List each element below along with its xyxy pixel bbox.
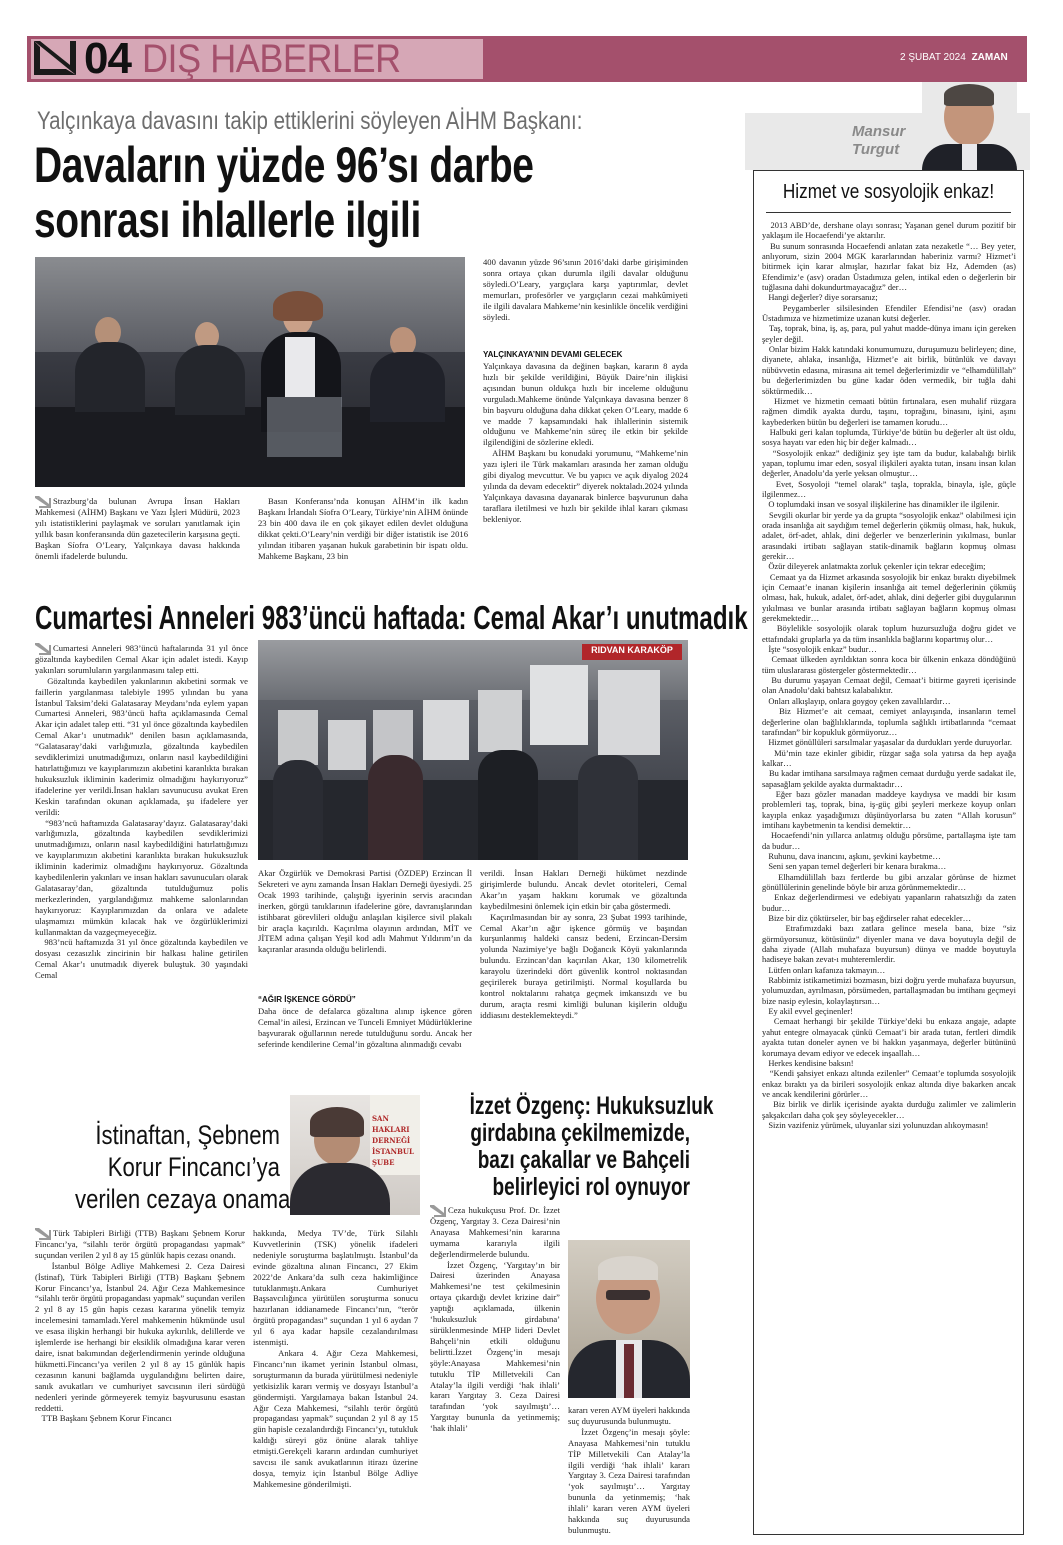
column-text: 2013 ABD’de, dershane olayı sonrası; Yaşanan genel durum pozitif bir yaklaşım ile Hocaefendi’ye aktarılır. Bu sunum sonrasında Hocaefendi anlatan zata nezaketle “… Bey yeter, anlıyorum, sizin 2004 MGK kararlarından haberiniz varmı? Hizmet’i bitirmek için karar almışlar, hazırlar fakat biz Hz, Ademden (as) Efendimiz’e (asv) oradan Üstadımıza gelen, intikal eden o değerlerin bir tuğlasına dahi dokundurtmayacağız” der… Hangi değerler? diye sorarsanız; Peygamberler silsilesinden Efendiler Efendisi’ne (asv) oradan Üstadımıza ve hizmetimize uzanan kutsi değerler. Taş, toprak, bina, iş, aş, para, pul yahut madde-dünya imanı için gereken şeyler değil. Onlar bizim Hakk katındaki konumumuzu, duruşumuzu belirleyen; dine, diyanete, ahlaka, insanlığa, Hizmet’e ait birlik, bütünlük ve davayı nübüvvetin edasına, mirasına ait temel değerlerimizdir ve “elhamdülillah” bu değerlerimizden bu güne kadar öden vermedik, bir tuğla dahi söktürmedik… Hizmet ve hizmetin cemaati bütün fırtınalara, esen muhalif rüzgara rağmen dimdik ayakta durdu, taşını, toprağını, binasını, işini, aşını kaybederken bütün bu değerleri ise tamamen korudu… Halbuki geri kalan toplumda, Türkiye’de bütün bu değerler alt üst oldu, sosya hayatı var eden hiç bir değer kalmadı… “Sosyolojik enkaz” dediğiniz şey işte tam da budur, kalabalığı birlik yapan, toplumu imar eden, sosyal ilişkileri ayakta tutan, insanı insan kılan değerler, Anadolu’da yerle yeksan olmuştur… Evet, Sosyoloji “temel olarak” taşla, toprakla, binayla, işle, güçle ilgilenmez… O toplumdaki insan ve sosyal ilişkilerine has dinamikler ile ilgilenir. Sevgili okurlar bir yerde ya da grupta “sosyolojik enkaz” olabilmesi için orada insanlığa ait saydığım temel değerlerin çökmüş olması, hak, hukuk, adalet, örf-adet, ahlak, dini değerler ve benzerlerinin yıkılması, bunlar arasındaki irtibatı sağlayan statik-dinamik bağların kopmuş olması gerekir… Özür dileyerek anlatmakta zorluk çekenler için tekrar edeceğim; Cemaat ya da Hizmet arkasında sosyolojik bir enkaz bıraktı diyebilmek için Cemaat’e inanan kişilerin insanlığa ait temel değerlerinin çökmüş olması, hak, hukuk, adalet, örf-adet, ahlak, dini değerler gibi duygularının yıkılması ve bunlar arasında irtibatı sağlayan bağların kopmuş olması gerekmektedir… Böylelikle sosyolojik olarak toplum huzursuzluğa doğru gidet ve ettafındaki gruplarla ya da tüm insanlıkla bağlarını kopartmış olur… İşte “sosyolojik enkaz” budur… Cemaat ülkeden ayrıldıktan sonra koca bir ülkenin enkaza döndüğünü tüm uluslararası göstergeler göstermektedir… Bu durumu yaşayan Cemaat değil, Cemaat’i bitirme gayreti içerisinde olan Anadolu’daki bahtsız kalabalıktır. Onları alkışlayıp, onlara goygoy çeken zavallılardır… Biz Hizmet’e ait cemaat, cemiyet anlayışında, insanların temel değerlerine olan bağlılıklarında, toplumla sağlıklı irtibatlarında “cemaat tarafından” bir kopukluk görmüyoruz… Hizmet gönüllüleri sarsılmalar yaşasalar da durdukları yerde duruyorlar. Mü’min taze ekinler gibidir, rüzgar sağa sola yatırsa da hep ayağa kalkar… Bu kadar imtihana sarsılmaya rağmen cemaat durduğu yerde sadakat ile, sapasağlam şekilde ayakta durmaktadır… Eğer bazı gözler manadan maddeye kaydıysa ve maddi bir kısım problemleri taş, toprak, bina, iş-güç gibi şeyleri merkeze koyup onları kayıpla enkaz yaşadığımızı düşünüyorlarsa bu zaten “Allah korusun” imtihanı kaybetmenin ta kendisi demektir… Hocaefendi’nin yıllarca anlatmış olduğu pörsüme, partallaşma işte tam da budur… Ruhunu, dava inancını, aşkını, şevkini kaybetme… Seni sen yapan temel değerleri bir kenara bırakma… Elhamdülillah bazı fertlerde bu gibi arızalar görünse de hizmet gönüllülerinin genelinde böyle bir arıza görünmemektedir… Enkaz değerlendirmesi ve edebiyatı yapanların rahatsızlığı da zaten budur… Bize bir diz çöktürseler, bir baş eğdirseler rahat edecekler… Etrafımızdaki bazı zatlara gelince mesela bana, bize “siz görmüyorsunuz, kötüsünüz” diyenler mana ve dava boyutuyla değil de daha ziyade (Allah muhafaza buyursun) dünya ve madde boyutuyla hadiseye bakan zevat-ı muhteremlerdir. Lütfen onları kafanıza takmayın… Rabbimiz istikametimizi bozmasın, bizi doğru yerde muhafaza buyursun, yolumuzdan, ayrılmasın, pörsümeden, partallaşmadan bu imtihanı geçmeyi bize nasip eylesin, kolaylaştırsın… Ey akil evvel geçinenler! Cemaat herhangi bir şekilde Türkiye’deki bu enkaza angaje, adapte yahut entegre olmayacak çünkü Cemaat’i bir arada tutan, fertleri dimdik ayakta tutan doneler aynen ve bi hakkın yaşanmaya, değerler bütününü korumaya devam ediyor ve edecek inşaallah… Herkes kendisine baksın! “Kendi şahsiyet enkazı altında ezilenler” Cemaat’e toplumda sosyolojik enkaz bıraktı ya da birileri sosyolojik enkaz altında diye bakarken ancak ve ancak kendilerini görürler… Biz birlik ve dirlik içerisinde ayakta durduğu zalimler ve zalimlerin şakşakcıları daha çok şey söyleyecekler… Sizin vazifeniz yürümek, uluyanlar sizi yolunuzdan alıkoymasın!: [762, 220, 1017, 1130]
lead-right-col2: Yalçınkaya davasına da değinen başkan, kararın 8 ayda hızlı bir şekilde verildiğini, Büyük Daire’nin ilişkisi açısından bunun oldukça hızlı bir inceleme olduğunu vurguladı.Mahkeme önünde Yalçınkaya davasına benzer 8 bin başvuru olduğuna daha dikkat çeken O’Leary, madde 6 ve madde 7 kapsamındaki hak ihlallerinin sistemik olduğunu ve Mahkeme’nin süreç ile etkin bir şekilde ilgilendiğini de sözlerine ekledi. AİHM Başkanı bu konudaki yorumunu, “Mahkeme’nin yazı işleri ile Türk makamları arasında her zaman olduğu gibi diyalog mevcuttur. Ve bu yapıcı ve açık diyalog 2024 yılında da devam edecektir” diyerek noktaladı.2024 yılında Yalçınkaya davasına dayanarak binlerce başvurunun daha taraflara iletilmesi ve hızlı bir şekilde ihlal kararı çıkması bekleniyor.: [483, 361, 688, 524]
fincanci-photo: [290, 1095, 420, 1215]
page-number: 04: [84, 34, 131, 83]
cumartesi-title: Cumartesi Anneleri 983’üncü haftada: Cemal Akar’ı unutmadık: [35, 599, 748, 636]
court-photo: [35, 257, 465, 487]
arrow-icon: [32, 39, 82, 79]
lead-title-line1: Davaların yüzde 96’sı darbe: [34, 137, 534, 193]
section-title: DIŞ HABERLER: [142, 37, 401, 81]
izzet-col1: Ceza hukukçusu Prof. Dr. İzzet Özgenç, Yargıtay 3. Ceza Dairesi’nin Anayasa Mahkemesi’nin kararına uymama kararıyla ilgili değerlendirmelerde bulundu. İzzet Özgenç, ‘Yargıtay’ın bir Dairesi üzerinden Anayasa Mahkemesi’ne test çekilmesinin ortaya çıkardığı devlet krizine dair” yaptığı açıklamada, ülkenin ‘hukuksuzluk girdabına’ sürüklenmesinde MHP lideri Devlet Bahçeli’nin etkili olduğunu belirtti.İzzet Özgenç’in mesajı şöyle:Anayasa Mahkemesi’nin tutuklu TİP Milletvekili Can Atalay’la ilgili verdiği ‘hak ihlali’ kararı Yargıtay 3. Ceza Dairesi tarafından ‘yok sayılmıştı’… Yargıtay bununla da yetinmemiş; ‘hak ihlali’: [430, 1205, 560, 1434]
cumartesi-col3: verildi. İnsan Hakları Derneği hükümet nezdinde girişimlerde bulundu. Ancak devlet otoriteleri, Cemal Akar’ın yaşam hakkını korumak ve gözaltında kaybedilmesini önlemek için etkin bir çaba göstermedi. Kaçırılmasından bir ay sonra, 23 Şubat 1993 tarihinde, Cemal Akar’ın ağır işkence görmüş ve başından kurşunlanmış haldeki cansız bedeni, Erzincan-Dersim yolunda Nazimiye’ye bağlı Doğancık Köyü yakınlarında bulundu. Erzincan’dan kaçırılan Akar, 130 kilometrelik karayolu üzerindeki dört güvenlik kontrol noktasından geçirilerek buraya getirilmişti. Normal koşullarda bu kontrol noktalarını rahatça geçmek imkansızdı ve bu durum, araçta resmi kimliği bulunan kişilerin olduğu iddiasını desteklemekteydi.”: [480, 868, 687, 1020]
lead-title-line2: sonrası ihlallerle ilgili: [34, 192, 421, 248]
author-photo: [922, 82, 1017, 170]
lead-col2: Basın Konferansı’nda konuşan AİHM’in ilk kadın Başkanı İrlandalı Síofra O’Leary, Türkiye’nin AİHM önünde 23 bin 400 dava ile en çok şikayet edilen devlet olduğuna dikkat çekti.O’Leary’nin verdiği bir diğer istatistik ise 2016 yılından itibaren yaşanan hukuk garabetinin bir ispatı oldu. Mahkeme Başkanı, 23 bin: [258, 496, 471, 561]
istinaf-title-line1: İstinaftan, Şebnem: [95, 1120, 280, 1150]
cumartesi-col2: Akar Özgürlük ve Demokrasi Partisi (ÖZDEP) Erzincan İl Sekreteri ve aynı zamanda İnsan Hakları Derneği üyesiydi. 25 Ocak 1993 tarihinde, çalıştığı işyerinin servis aracından inerken, görgü tanıklarının ifadelerine göre, davranışlarından istihbarat görevlileri olduğu anlaşılan kişilerce sivil plakalı bir araçla kaçırıldı. Kaçırılma olayının ardından, MİT ve JİTEM adına çalışan Yeşil kod adlı Mahmut Yıldırım’ın da kaçıranlar arasında olduğu belirlendi.: [258, 868, 475, 955]
istinaf-col1: Türk Tabipleri Birliği (TTB) Başkanı Şebnem Korur Fincancı’ya, “silahlı terör örgütü propagandası yapmak” suçundan verilen 2 yıl 8 ay 15 günlük hapis cezası onandı. İstanbul Bölge Adliye Mahkemesi 2. Ceza Dairesi (İstinaf), Türk Tabipleri Birliği (TTB) Başkanı Şebnem Korur Fincancı’ya, İstanbul 24. Ağır Ceza Mahkemesince “silahlı terör örgütü propagandası yapmak” suçundan verilen 2 yıl 8 ay 15 gün hapis cezası kararına yönelik temyiz incelemesini tamamladı.Yerel mahkemenin hükmünde usul ve esasa ilişkin herhangi bir hukuka aykırılık, delillerde ve işlemlerde ise herhangi bir eksiklik olmadığına karar veren daire, isnat bakımından değerlendirmenin yerinde olduğuna hükmetti.Fincancı’ya verilen 2 yıl 8 ay 15 günlük hapis cezasının kanuni bağlamda uygulandığını belirten daire, sanık avukatları ve cumhuriyet savcısının ileri sürdüğü nedenleri yerinde görmeyerek temyiz başvurusunu esastan reddetti. TTB Başkanı Şebnem Korur Fincancı: [35, 1228, 245, 1424]
lead-kicker: Yalçınkaya davasını takip ettiklerini söyleyen AİHM Başkanı:: [37, 107, 583, 135]
ozgenc-photo: [568, 1240, 690, 1398]
istinaf-col2: hakkında, Medya TV’de, Türk Silahlı Kuvvetlerinin (TSK) yönelik ifadeleri nedeniyle soruşturma başlatılmıştı. İstanbul’da evinde gözaltına alınan Fincancı, 27 Ekim 2022’de Ankara’da sulh ceza hakimliğince tutuklanmıştı.Ankara Cumhuriyet Başsavcılığınca yürütülen soruşturma sonucu hazırlanan iddianamede Fincancı’nın, “terör örgütü propagandası” suçundan 1 yıl 6 aydan 7 yıl 6 aya kadar hapsile cezalandırılması istenmişti. Ankara 4. Ağır Ceza Mahkemesi, Fincancı’nın ikamet yerinin İstanbul olması, soruşturmanın da burada yürütülmesi nedeniyle yetkisizlik kararı vermiş ve dosyayı İstanbul’a göndermişti. Yargılamaya bakan İstanbul 24. Ağır Ceza Mahkemesi, “silahlı terör örgütü propagandası yapmak” suçundan 2 yıl 8 ay 15 gün hapisle cezalandırdığı Fincancı’yı, tutukluk kaldığı süreyi göz önüne alarak tahliye etmişti.Gerekçeli kararın ardından cumhuriyet savcısı ile sanık avukatlarının itirazı üzerine dosya, temyiz için İstanbul Bölge Adliye Mahkemesine gönderilmişti.: [253, 1228, 419, 1489]
protest-banner: RIDVAN KARAKÖP: [591, 645, 673, 655]
header-date-wrap: [900, 52, 1008, 63]
istinaf-title-line2: Korur Fincancı’ya: [107, 1152, 280, 1182]
lead-subhead: YALÇINKAYA’NIN DEVAMI GELECEK: [483, 350, 623, 359]
column-title: Hizmet ve sosyolojik enkaz!: [782, 181, 995, 203]
izzet-col2: kararı veren AYM üyeleri hakkında suç duyurusunda bulunmuştu. İzzet Özgenç’in mesajı şöyle: Anayasa Mahkemesi’nin tutuklu TİP Milletvekili Can Atalay’la ilgili verdiği ‘hak ihlali’ kararı Yargıtay 3. Ceza Dairesi tarafından ‘yok sayılmıştı’… Yargıtay bununla da yetinmemiş; ‘hak ihlali’ kararı veren AYM üyeleri hakkında suç duyurusunda bulunmuştu.: [568, 1405, 690, 1535]
izzet-title-line4: belirleyici rol oynuyor: [492, 1173, 690, 1201]
column-title-rule: [766, 212, 1011, 213]
cumartesi-col1: Cumartesi Anneleri 983’üncü haftalarında 31 yıl önce gözaltında kaybedilen Cemal Akar için adalet istedi. Kayıp yakınları sorumluların yargılanmasını talep etti. Gözaltında kaybedilen yakınlarının akıbetini sormak ve faillerin yargılanması talebiyle 1995 yılından bu yana İstanbul Taksim’deki Galatasaray Meydanı’nda eylem yapan Cumartesi Anneleri, 983’üncü hafta açıklamasında Cemal Akar için adalet talep etti. “31 yıl önce gözaltında kaybedilen Cemal Akar’ı unutmadık” denilen basın açıklamasında, “Galatasaray’daki varlığımızla, gözaltında kaybedilen sevdiklerimizi unutmadığımızı, onların nasıl kaybedildiğini hatırlattığımızı ve kayıplarımızın akıbetini karanlıkta bırakan hukuksuzluk ikliminin kaderimiz olmadığını haykırıyoruz” ifadelerine yer verildi.İnsan hakları savunucusu avukat Eren Keskin tarafından okunan açıklamada, şu ifadelere yer verildi: “983’ncü haftamızda Galatasaray’dayız. Galatasaray’daki varlığımızla, gözaltında kaybedilen sevdiklerimizi unutmadığımızı, onların nasıl kaybedildiğini hatırlattığımızı ve kayıplarımızın akıbetini karanlıkta bırakan hukuksuzluk ikliminin kaderimiz olmadığını haykırıyoruz. Gözaltında kaybedilenlerin yakınları ve insan hakları savunucuları olarak Galatasaray’dan, gözaltında tutulduğumuz polis merkezlerinden, yargılandığımız mahkeme salonlarından haykırıyoruz: Kayıplarımızdan da onlara ve adalete ulaşmamızı mümkün kılacak hak ve özgürlüklerimizi kullanmaktan da vazgeçmeyeceğiz. 983’ncü haftamızda 31 yıl önce gözaltında kaybedilen ve dosyası cezasızlık zincirinin bir halkası haline getirilen Cemal Akar’ı unutmadık diyerek buluştuk. 30 yaşındaki Cemal: [35, 643, 248, 981]
istinaf-title-line3: verilen cezaya onama: [75, 1184, 291, 1214]
izzet-title-line3: bazı çakallar ve Bahçeli: [477, 1146, 690, 1174]
header-date: 2 ŞUBAT 2024: [900, 52, 966, 63]
column-author-last: Turgut: [852, 141, 900, 158]
lead-right-col: 400 davanın yüzde 96’sının 2016’daki darbe girişiminden sonra ortaya çıkan durumla ilgili davalar olduğunu söyledi.O’Leary, yargıçlara karşı yaptırımlar, devlet memurları, profesörler ve yargıçların cezai mahkûmiyeti ile ilgili davalara Mahkeme’nin kesinlikle öncelik verdiğini söyledi.: [483, 257, 691, 322]
izzet-title-line1: İzzet Özgenç: Hukuksuzluk: [469, 1092, 714, 1120]
protest-photo: [258, 640, 688, 860]
cumartesi-col2b: Daha önce de defalarca gözaltına alınıp işkence gören Cemal’in ailesi, Erzincan ve Tunceli Emniyet Müdürlüklerine başvurarak oğullarının nerede tutulduğunu sordu. Ancak her seferinde kendilerine Cemal’in gözaltına alınmadığı cevabı: [258, 1006, 475, 1049]
fincanci-photo-sign: SAN HAKLARI DERNEĞİ İSTANBUL ŞUBE: [372, 1114, 414, 1167]
lead-col1: Strazburg’da bulunan Avrupa İnsan Hakları Mahkemesi (AİHM) Başkanı ve Yazı İşleri Müdürü, 2023 yılı istatistiklerini paylaşmak ve soruları yanıtlamak için yıllık basın konferansında dün gazetecilerin karşısına geçti. Başkan Síofra O’Leary, Yalçınkaya davası hakkında önemli ifadelerde bulundu.: [35, 496, 243, 561]
izzet-title-line2: girdabına çekilmemizde,: [470, 1119, 690, 1147]
header-paper: ZAMAN: [971, 52, 1008, 63]
column-author-first: Mansur: [852, 123, 906, 140]
cumartesi-subhead: “AĞIR İŞKENCE GÖRDÜ”: [258, 995, 356, 1004]
